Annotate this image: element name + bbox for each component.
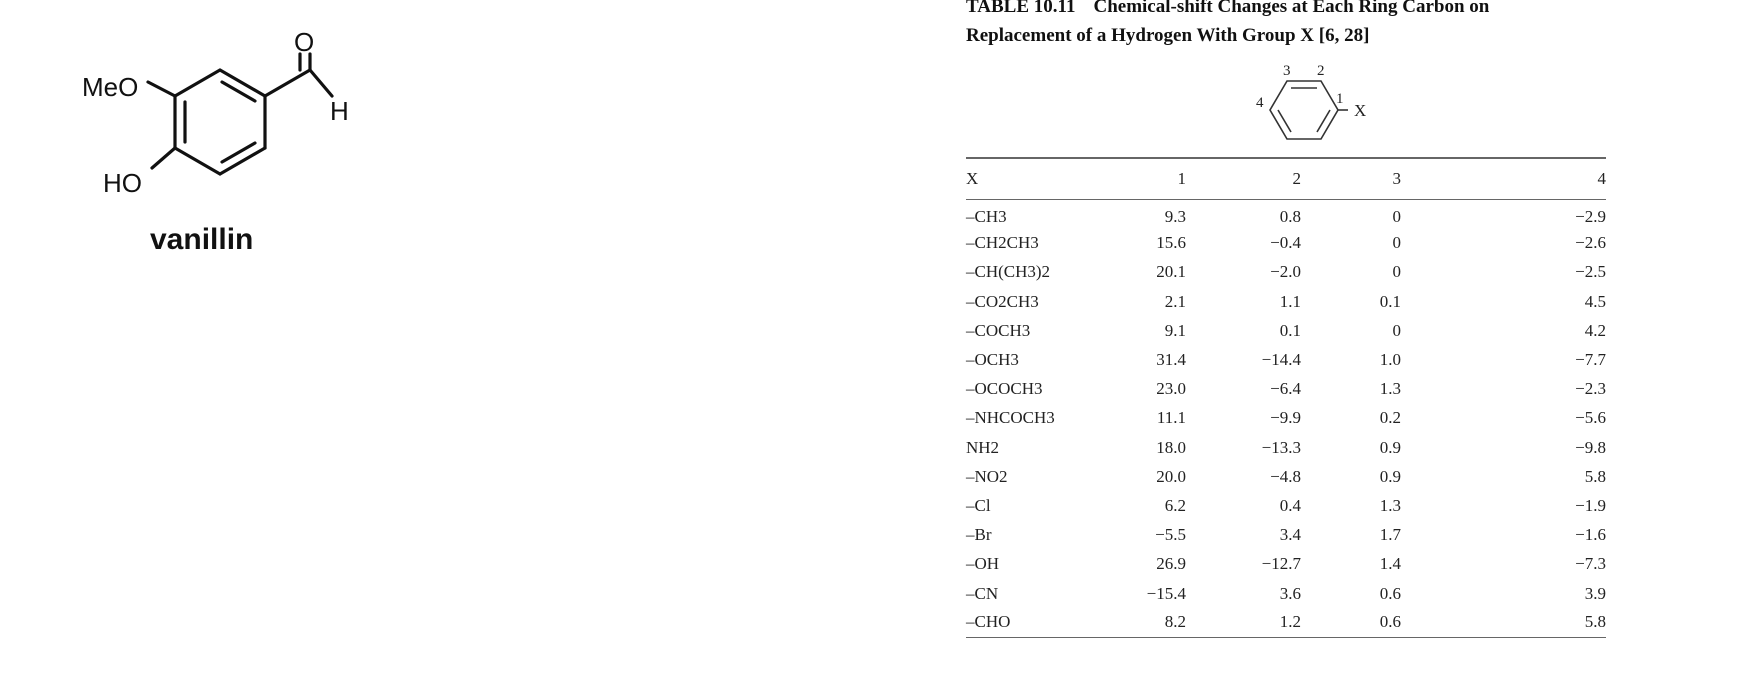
shift-value: −0.4 xyxy=(1270,233,1301,253)
shift-cell-c2 xyxy=(1228,316,1353,345)
caption-line-2: Replacement of a Hydrogen With Group X [6, 28] xyxy=(966,25,1370,46)
shift-value: −5.5 xyxy=(1155,525,1186,545)
shift-cell-c3 xyxy=(1353,579,1473,608)
substituent-cell xyxy=(966,375,1116,404)
substituent-text: –CH3 xyxy=(966,207,1007,227)
header-row xyxy=(966,158,1606,200)
shift-cell-c3 xyxy=(1353,550,1473,579)
shift-cell-c3 xyxy=(1353,521,1473,550)
shift-value: −1.9 xyxy=(1575,495,1606,515)
substituent-text: –CH2CH3 xyxy=(966,233,1039,253)
shift-cell-c4 xyxy=(1473,462,1606,491)
ring-double-bond xyxy=(222,82,255,101)
substituent-cell xyxy=(966,521,1116,550)
shift-value: −14.4 xyxy=(1261,350,1301,370)
shift-cell-c4 xyxy=(1473,258,1606,287)
shift-value: 0.1 xyxy=(1279,320,1301,340)
hydroxy-label: HO xyxy=(103,168,142,198)
table-row xyxy=(966,287,1606,316)
shift-value: 0.4 xyxy=(1279,495,1301,515)
shift-cell-c4 xyxy=(1473,521,1606,550)
substituent-text: –NO2 xyxy=(966,466,1008,486)
shift-value: 0.9 xyxy=(1379,466,1401,486)
shift-value: −2.9 xyxy=(1575,207,1606,227)
shift-cell-c3 xyxy=(1353,375,1473,404)
shift-value: 1.3 xyxy=(1379,495,1401,515)
aldehyde-hydrogen-label: H xyxy=(330,96,349,126)
shift-cell-c1 xyxy=(1116,229,1228,258)
position-4-label: 4 xyxy=(1256,95,1264,111)
vanillin-structure xyxy=(60,20,460,300)
chemical-shift-table xyxy=(966,157,1606,638)
substituent-text: –OCOCH3 xyxy=(966,379,1043,399)
shift-cell-c3 xyxy=(1353,433,1473,462)
shift-cell-c2 xyxy=(1228,375,1353,404)
shift-value: 0 xyxy=(1392,262,1401,282)
shift-cell-c1 xyxy=(1116,491,1228,520)
shift-cell-c3 xyxy=(1353,200,1473,229)
shift-value: 3.9 xyxy=(1584,583,1606,603)
shift-cell-c1 xyxy=(1116,462,1228,491)
shift-cell-c3 xyxy=(1353,404,1473,433)
table-header xyxy=(966,158,1606,200)
header-c1-text: 1 xyxy=(1177,169,1186,188)
shift-cell-c4 xyxy=(1473,316,1606,345)
shift-value: −15.4 xyxy=(1146,583,1186,603)
substituent-x-label: X xyxy=(1354,101,1367,120)
table-row xyxy=(966,579,1606,608)
shift-value: 4.5 xyxy=(1584,291,1606,311)
table-row xyxy=(966,404,1606,433)
substituent-text: –OH xyxy=(966,554,1000,574)
shift-cell-c1 xyxy=(1116,521,1228,550)
shift-value: 1.4 xyxy=(1379,554,1401,574)
hydroxy-bond xyxy=(152,148,175,168)
table-row xyxy=(966,462,1606,491)
substituent-text: –COCH3 xyxy=(966,320,1031,340)
position-3-label: 3 xyxy=(1283,63,1291,79)
header-c3 xyxy=(1353,158,1473,200)
table-row xyxy=(966,316,1606,345)
shift-cell-c2 xyxy=(1228,491,1353,520)
table-row xyxy=(966,491,1606,520)
shift-value: 0.6 xyxy=(1379,583,1401,603)
shift-cell-c1 xyxy=(1116,200,1228,229)
shift-cell-c2 xyxy=(1228,229,1353,258)
shift-value: 23.0 xyxy=(1156,379,1186,399)
shift-cell-c2 xyxy=(1228,404,1353,433)
shift-value: 0.1 xyxy=(1379,291,1401,311)
shift-value: −2.0 xyxy=(1270,262,1301,282)
shift-value: −7.3 xyxy=(1575,554,1606,574)
substituent-cell xyxy=(966,287,1116,316)
shift-value: −9.9 xyxy=(1270,408,1301,428)
shift-value: 0 xyxy=(1392,320,1401,340)
substituent-cell xyxy=(966,345,1116,374)
shift-cell-c2 xyxy=(1228,258,1353,287)
shift-cell-c1 xyxy=(1116,550,1228,579)
shift-value: 0 xyxy=(1392,207,1401,227)
methoxy-label: MeO xyxy=(82,72,139,102)
shift-value: 0.9 xyxy=(1379,437,1401,457)
benzene-ring-bonds xyxy=(148,54,332,174)
shift-cell-c4 xyxy=(1473,375,1606,404)
shift-value: 5.8 xyxy=(1584,612,1606,632)
shift-cell-c2 xyxy=(1228,287,1353,316)
substituent-cell xyxy=(966,608,1116,637)
shift-cell-c4 xyxy=(1473,433,1606,462)
shift-value: 1.3 xyxy=(1379,379,1401,399)
shift-cell-c2 xyxy=(1228,462,1353,491)
shift-cell-c4 xyxy=(1473,404,1606,433)
shift-cell-c3 xyxy=(1353,316,1473,345)
substituent-text: –CO2CH3 xyxy=(966,291,1039,311)
shift-cell-c2 xyxy=(1228,345,1353,374)
position-1-label: 1 xyxy=(1336,91,1344,107)
shift-cell-c3 xyxy=(1353,608,1473,637)
header-group: X xyxy=(966,169,979,188)
shift-cell-c2 xyxy=(1228,521,1353,550)
caption-label: TABLE 10.11 xyxy=(966,0,1076,17)
shift-value: 1.1 xyxy=(1279,291,1301,311)
shift-cell-c2 xyxy=(1228,608,1353,637)
aldehyde-h-bond xyxy=(310,70,332,96)
substituent-text: –CHO xyxy=(966,612,1011,632)
table-row xyxy=(966,200,1606,229)
shift-cell-c1 xyxy=(1116,287,1228,316)
methoxy-bond xyxy=(148,82,175,96)
shift-cell-c1 xyxy=(1116,258,1228,287)
table-caption xyxy=(966,0,1606,50)
shift-value: 3.4 xyxy=(1279,525,1301,545)
ring-bond xyxy=(175,70,220,96)
shift-value: 8.2 xyxy=(1164,612,1186,632)
shift-value: −1.6 xyxy=(1575,525,1606,545)
shift-value: 0.6 xyxy=(1379,612,1401,632)
shift-value: 20.1 xyxy=(1156,262,1186,282)
aldehyde-bond xyxy=(265,70,310,96)
shift-value: −9.8 xyxy=(1575,437,1606,457)
carbonyl-oxygen-label: O xyxy=(294,27,315,57)
table-body xyxy=(966,200,1606,638)
shift-cell-c1 xyxy=(1116,404,1228,433)
substituent-cell xyxy=(966,258,1116,287)
table-row xyxy=(966,433,1606,462)
shift-value: −2.6 xyxy=(1575,233,1606,253)
shift-cell-c3 xyxy=(1353,462,1473,491)
table-row xyxy=(966,229,1606,258)
shift-cell-c4 xyxy=(1473,491,1606,520)
shift-value: 15.6 xyxy=(1156,233,1186,253)
substituent-cell xyxy=(966,229,1116,258)
table-row xyxy=(966,550,1606,579)
shift-cell-c1 xyxy=(1116,375,1228,404)
shift-value: 11.1 xyxy=(1156,408,1186,428)
shift-cell-c4 xyxy=(1473,200,1606,229)
shift-value: 18.0 xyxy=(1156,437,1186,457)
shift-value: −12.7 xyxy=(1261,554,1301,574)
shift-cell-c4 xyxy=(1473,287,1606,316)
shift-value: 1.7 xyxy=(1379,525,1401,545)
shift-value: 0.8 xyxy=(1279,207,1301,227)
position-2-label: 2 xyxy=(1317,63,1325,79)
figure-ring xyxy=(1270,81,1348,139)
shift-cell-c1 xyxy=(1116,579,1228,608)
shift-value: 20.0 xyxy=(1156,466,1186,486)
shift-cell-c3 xyxy=(1353,287,1473,316)
ring-double-bond xyxy=(222,143,255,162)
caption-title: Chemical-shift Changes at Each Ring Carbon on xyxy=(1093,0,1490,17)
shift-value: 5.8 xyxy=(1584,466,1606,486)
shift-cell-c3 xyxy=(1353,229,1473,258)
substituent-cell xyxy=(966,462,1116,491)
table-row xyxy=(966,608,1606,637)
shift-cell-c2 xyxy=(1228,433,1353,462)
shift-cell-c1 xyxy=(1116,316,1228,345)
shift-value: −2.5 xyxy=(1575,262,1606,282)
substituent-text: –CH(CH3)2 xyxy=(966,262,1051,282)
substituent-cell xyxy=(966,491,1116,520)
shift-cell-c4 xyxy=(1473,608,1606,637)
shift-cell-c2 xyxy=(1228,579,1353,608)
header-c4 xyxy=(1473,158,1606,200)
shift-value: 6.2 xyxy=(1164,495,1186,515)
shift-cell-c4 xyxy=(1473,345,1606,374)
header-c2 xyxy=(1228,158,1353,200)
shift-cell-c1 xyxy=(1116,608,1228,637)
shift-value: 0 xyxy=(1392,233,1401,253)
shift-value: −6.4 xyxy=(1270,379,1301,399)
shift-value: 9.1 xyxy=(1164,320,1186,340)
shift-cell-c1 xyxy=(1116,345,1228,374)
figure-ring-outline xyxy=(1270,81,1338,139)
shift-value: 31.4 xyxy=(1156,350,1186,370)
header-c3-text: 3 xyxy=(1392,169,1401,188)
caption-line-1 xyxy=(966,0,1606,21)
substituent-text: –OCH3 xyxy=(966,350,1019,370)
ring-bond xyxy=(175,148,220,174)
shift-value: −2.3 xyxy=(1575,379,1606,399)
shift-cell-c4 xyxy=(1473,550,1606,579)
substituent-text: –Br xyxy=(966,525,992,545)
shift-cell-c1 xyxy=(1116,433,1228,462)
substituent-text: –NHCOCH3 xyxy=(966,408,1055,428)
substituent-text: NH2 xyxy=(966,437,1000,457)
substituent-cell xyxy=(966,200,1116,229)
header-c4-text: 4 xyxy=(1597,169,1606,188)
shift-cell-c3 xyxy=(1353,258,1473,287)
header-c1 xyxy=(1116,158,1228,200)
shift-cell-c3 xyxy=(1353,491,1473,520)
table-row xyxy=(966,258,1606,287)
shift-value: 2.1 xyxy=(1164,291,1186,311)
substituent-text: –CN xyxy=(966,583,999,603)
shift-cell-c3 xyxy=(1353,345,1473,374)
monosubstituted-benzene-figure xyxy=(1216,55,1396,155)
substituent-cell xyxy=(966,433,1116,462)
substituent-cell xyxy=(966,579,1116,608)
shift-value: −4.8 xyxy=(1270,466,1301,486)
shift-value: 1.2 xyxy=(1279,612,1301,632)
table-row xyxy=(966,375,1606,404)
shift-value: 0.2 xyxy=(1379,408,1401,428)
shift-cell-c2 xyxy=(1228,200,1353,229)
vanillin-skeletal-formula xyxy=(60,20,460,300)
shift-value: 4.2 xyxy=(1584,320,1606,340)
shift-table-panel xyxy=(966,0,1606,686)
shift-value: 9.3 xyxy=(1164,207,1186,227)
molecule-name: vanillin xyxy=(150,223,254,256)
substituent-text: –Cl xyxy=(966,495,991,515)
shift-value: 26.9 xyxy=(1156,554,1186,574)
substituent-cell xyxy=(966,404,1116,433)
table-row xyxy=(966,345,1606,374)
shift-cell-c2 xyxy=(1228,550,1353,579)
shift-value: −5.6 xyxy=(1575,408,1606,428)
substituent-cell xyxy=(966,550,1116,579)
figure-double-bond xyxy=(1317,110,1330,132)
shift-value: −7.7 xyxy=(1575,350,1606,370)
shift-value: 3.6 xyxy=(1279,583,1301,603)
shift-value: −13.3 xyxy=(1261,437,1301,457)
shift-cell-c4 xyxy=(1473,229,1606,258)
shift-cell-c4 xyxy=(1473,579,1606,608)
table-row xyxy=(966,521,1606,550)
substituent-cell xyxy=(966,316,1116,345)
figure-double-bond xyxy=(1278,110,1291,132)
shift-value: 1.0 xyxy=(1379,350,1401,370)
header-c2-text: 2 xyxy=(1292,169,1301,188)
